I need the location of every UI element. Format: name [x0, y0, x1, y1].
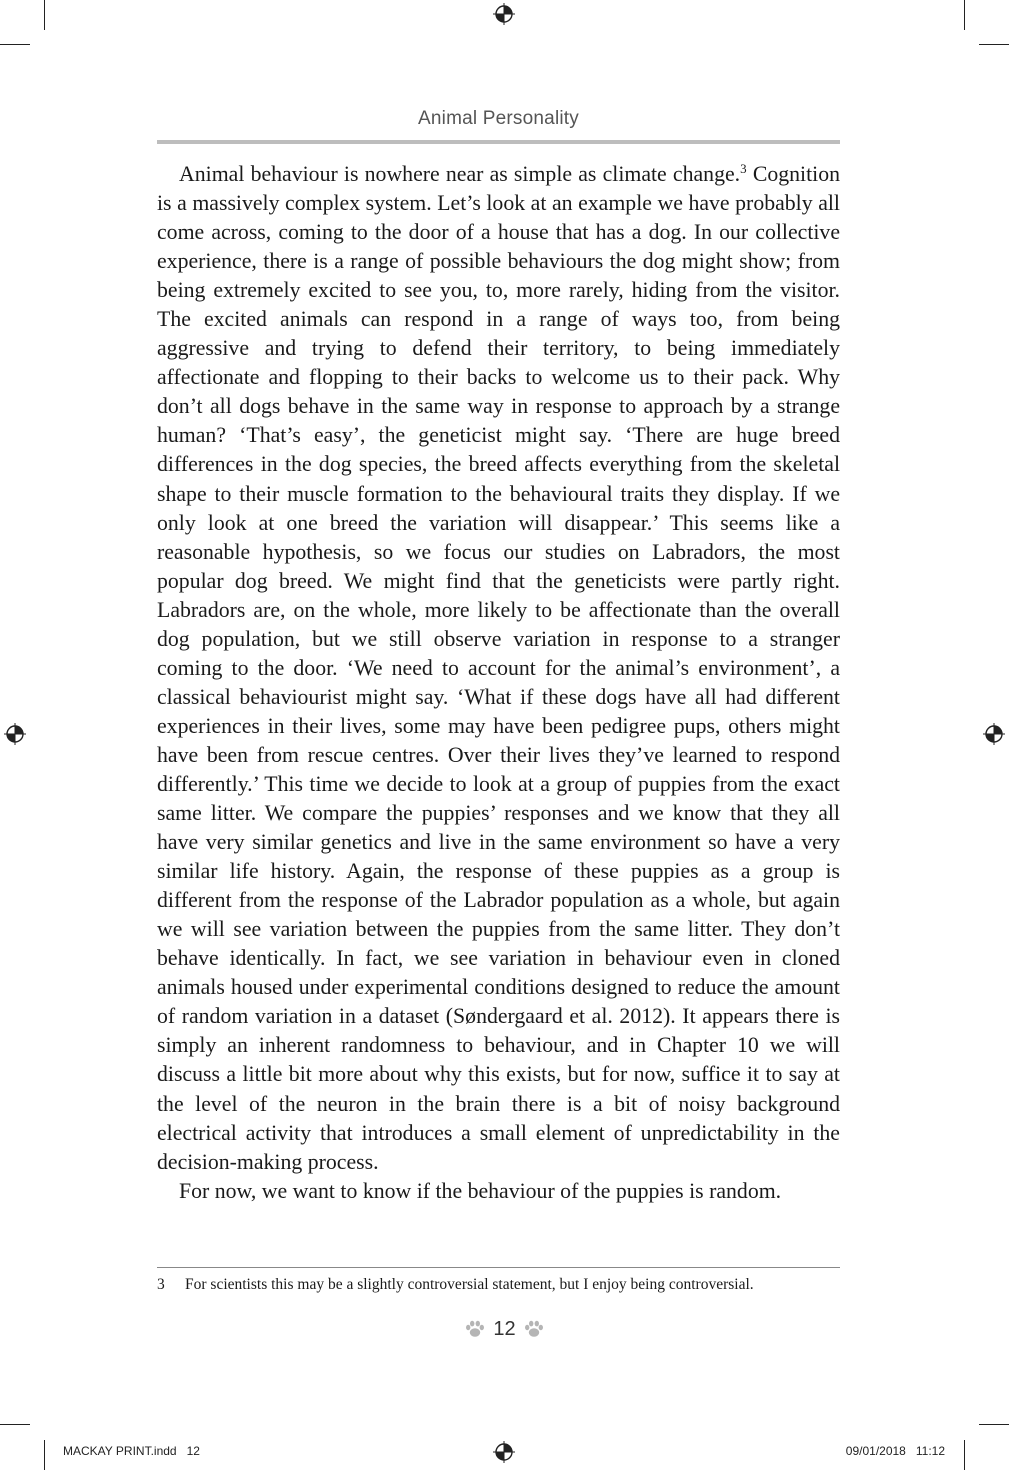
crop-mark — [964, 1440, 965, 1470]
paw-print-icon — [465, 1320, 485, 1338]
registration-mark-icon — [493, 1441, 515, 1463]
paragraph-opening: Animal behaviour is nowhere near as simple as climate change. — [179, 162, 741, 186]
crop-mark — [979, 44, 1009, 45]
paw-print-icon — [524, 1320, 544, 1338]
header-rule — [157, 140, 840, 144]
crop-mark — [964, 0, 965, 30]
page-number: 12 — [493, 1318, 516, 1340]
slug-left: MACKAY PRINT.indd 12 — [63, 1444, 200, 1458]
paragraph: For now, we want to know if the behaviour of the puppies is random. — [179, 1178, 782, 1203]
slug-right: 09/01/2018 11:12 — [845, 1444, 945, 1458]
footnote-reference[interactable]: 3 — [740, 161, 747, 176]
footnote-rule — [157, 1267, 840, 1268]
registration-mark-icon — [983, 723, 1005, 745]
registration-mark-icon — [493, 3, 515, 25]
footnote-text: For scientists this may be a slightly controversial statement, but I enjoy being controversial. — [185, 1276, 754, 1293]
registration-mark-icon — [4, 723, 26, 745]
crop-mark — [0, 44, 30, 45]
crop-mark — [979, 1424, 1009, 1425]
crop-mark — [44, 1440, 45, 1470]
crop-mark — [44, 0, 45, 30]
running-header: Animal Personality — [418, 108, 579, 129]
paragraph — [157, 160, 840, 1177]
body-text — [157, 160, 840, 1206]
footnote — [157, 1276, 840, 1294]
footnote-number: 3 — [157, 1276, 165, 1293]
crop-mark — [0, 1424, 30, 1425]
paragraph-continuation: Cognition is a massively complex system. Let’s look at an example we have probably all come across, coming to the door of a house that has a dog. In our collective experience, there is a range of possible behaviours the dog might show; from being extremely excited to see you, to, more rarely, hiding from the visitor. The excited animals can respond in a range of ways too, from being aggressive and trying to defend their territory, to being immediately affectionate and flopping to their backs to welcome us to their pack. Why don’t all dogs behave in the same way in response to approach by a strange human? ‘That’s easy’, the geneticist might say. ‘There are huge breed differences in the dog species, the breed affects everything from the skeletal shape to their muscle formation to the behavioural traits they display. If we only look at one breed the variation will disappear.’ This seems like a reasonable hypothesis, so we focus our studies on Labradors, the most popular dog breed. We might find that the geneticists were partly right. Labradors are, on the whole, more likely to be affectionate than the overall dog population, but we still observe variation in response to a stranger coming to the door. ‘We need to account for the animal’s environment’, a classical behaviourist might say. ‘What if these dogs have all had different experiences in their lives, some may have been pedigree pups, others might have been from rescue centres. Over their lives they’ve learned to respond differently.’ This time we decide to look at a group of puppies from the exact same litter. We compare the puppies’ responses and we know that they all have very similar genetics and live in the same environment so have a very similar life history. Again, the response of these puppies as a group is different from the response of the Labrador population as a whole, but again we will see variation between the puppies from the same litter. They don’t behave identically. In fact, we see variation in behaviour even in cloned animals housed under experimental conditions designed to reduce the amount of random variation in a dataset (Søndergaard et al. 2012). It appears there is simply an inherent randomness to behaviour, and in Chapter 10 we will discuss a little bit more about why this exists, but for now, suffice it to say at the level of the neuron in the brain there is a bit of noisy background electrical activity that introduces a small element of unpredictability in the decision-making process. — [157, 162, 841, 1174]
page-number-block — [0, 1318, 1009, 1341]
